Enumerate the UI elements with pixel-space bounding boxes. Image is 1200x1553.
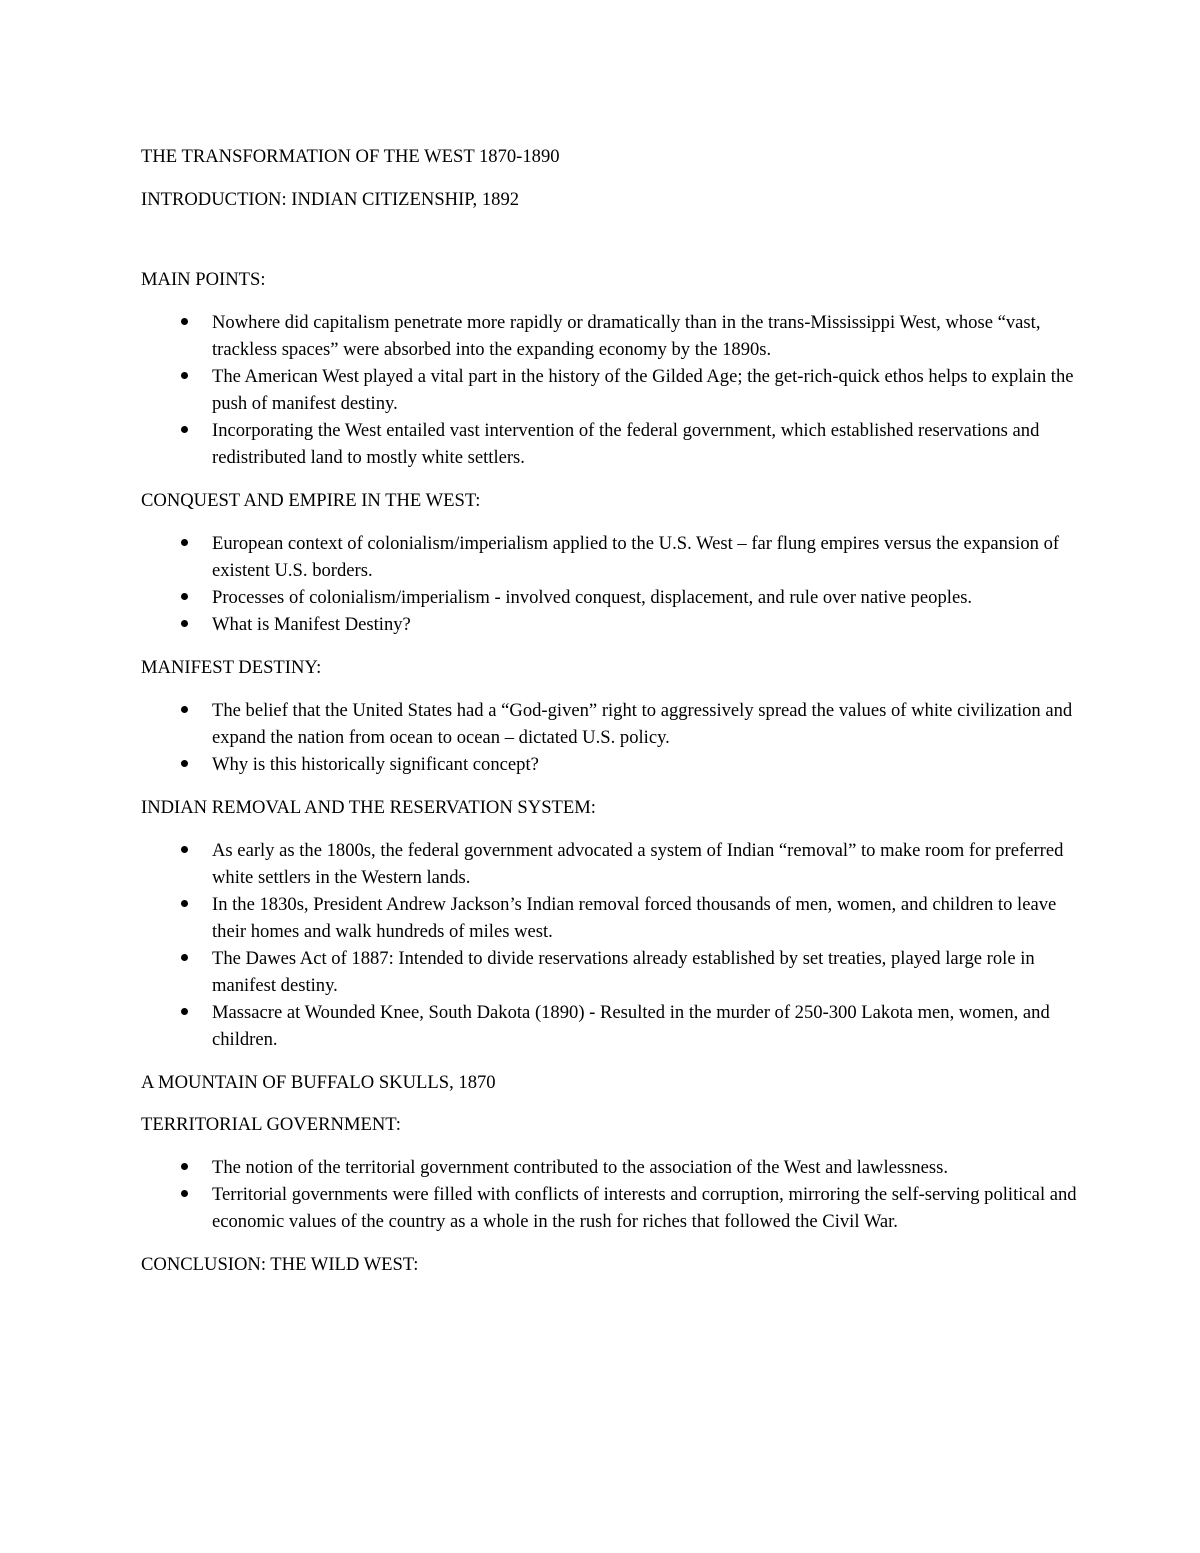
bullet-icon (174, 417, 194, 444)
list-item-text: As early as the 1800s, the federal government advocated a system of Indian “removal” to make room for preferred white settlers in the Western lands. (212, 840, 1064, 888)
bullet-icon (174, 999, 194, 1026)
bullet-icon (174, 1154, 194, 1181)
bullet-icon (174, 363, 194, 390)
territorial-heading: TERRITORIAL GOVERNMENT: (141, 1114, 401, 1135)
bullet-icon (174, 1181, 194, 1208)
manifest-destiny-heading: MANIFEST DESTINY: (141, 657, 322, 678)
list-item (141, 363, 1081, 417)
list-item-text: The Dawes Act of 1887: Intended to divide reservations already established by set treaties, played large role in manifest destiny. (212, 948, 1035, 996)
list-item (141, 584, 1081, 611)
list-item (141, 417, 1081, 471)
manifest-destiny-list (141, 697, 1081, 778)
bullet-icon (174, 751, 194, 778)
document-title: THE TRANSFORMATION OF THE WEST 1870-1890 (141, 146, 560, 167)
main-points-heading: MAIN POINTS: (141, 269, 266, 290)
list-item (141, 530, 1081, 584)
bullet-icon (174, 611, 194, 638)
list-item (141, 891, 1081, 945)
list-item-text: What is Manifest Destiny? (212, 614, 411, 635)
list-item-text: In the 1830s, President Andrew Jackson’s Indian removal forced thousands of men, women, and children to leave their homes and walk hundreds of miles west. (212, 894, 1057, 942)
list-item-text: Territorial governments were filled with conflicts of interests and corruption, mirroring the self-serving political and economic values of the country as a whole in the rush for riches that followed the Civil War. (212, 1184, 1077, 1232)
list-item (141, 945, 1081, 999)
list-item (141, 999, 1081, 1053)
list-item (141, 1154, 1081, 1181)
list-item-text: The notion of the territorial government contributed to the association of the West and lawlessness. (212, 1157, 949, 1178)
document-body (141, 143, 1081, 1294)
list-item (141, 309, 1081, 363)
main-points-list (141, 309, 1081, 471)
list-item-text: The belief that the United States had a “God-given” right to aggressively spread the values of white civilization and expand the nation from ocean to ocean – dictated U.S. policy. (212, 700, 1073, 748)
bullet-icon (174, 891, 194, 918)
list-item-text: Nowhere did capitalism penetrate more rapidly or dramatically than in the trans-Mississippi West, whose “vast, trackless spaces” were absorbed into the expanding economy by the 1890s. (212, 312, 1041, 360)
conquest-heading: CONQUEST AND EMPIRE IN THE WEST: (141, 490, 481, 511)
list-item (141, 697, 1081, 751)
list-item (141, 1181, 1081, 1235)
list-item-text: Incorporating the West entailed vast intervention of the federal government, which established reservations and redistributed land to mostly white settlers. (212, 420, 1040, 468)
intro-heading: INTRODUCTION: INDIAN CITIZENSHIP, 1892 (141, 189, 520, 210)
removal-list (141, 837, 1081, 1053)
list-item (141, 611, 1081, 638)
bullet-icon (174, 697, 194, 724)
list-item-text: The American West played a vital part in the history of the Gilded Age; the get-rich-quick ethos helps to explain the push of manifest destiny. (212, 366, 1074, 414)
bullet-icon (174, 945, 194, 972)
list-item (141, 751, 1081, 778)
bullet-icon (174, 584, 194, 611)
buffalo-heading: A MOUNTAIN OF BUFFALO SKULLS, 1870 (141, 1072, 496, 1093)
list-item-text: Massacre at Wounded Knee, South Dakota (1890) - Resulted in the murder of 250-300 Lakota men, women, and children. (212, 1002, 1050, 1050)
list-item (141, 837, 1081, 891)
bullet-icon (174, 530, 194, 557)
conquest-list (141, 530, 1081, 638)
list-item-text: European context of colonialism/imperialism applied to the U.S. West – far flung empires versus the expansion of existent U.S. borders. (212, 533, 1060, 581)
removal-heading: INDIAN REMOVAL AND THE RESERVATION SYSTEM: (141, 797, 596, 818)
bullet-icon (174, 309, 194, 336)
list-item-text: Processes of colonialism/imperialism - involved conquest, displacement, and rule over native peoples. (212, 587, 973, 608)
list-item-text: Why is this historically significant concept? (212, 754, 539, 775)
conclusion-heading: CONCLUSION: THE WILD WEST: (141, 1254, 419, 1275)
territorial-list (141, 1154, 1081, 1235)
bullet-icon (174, 837, 194, 864)
